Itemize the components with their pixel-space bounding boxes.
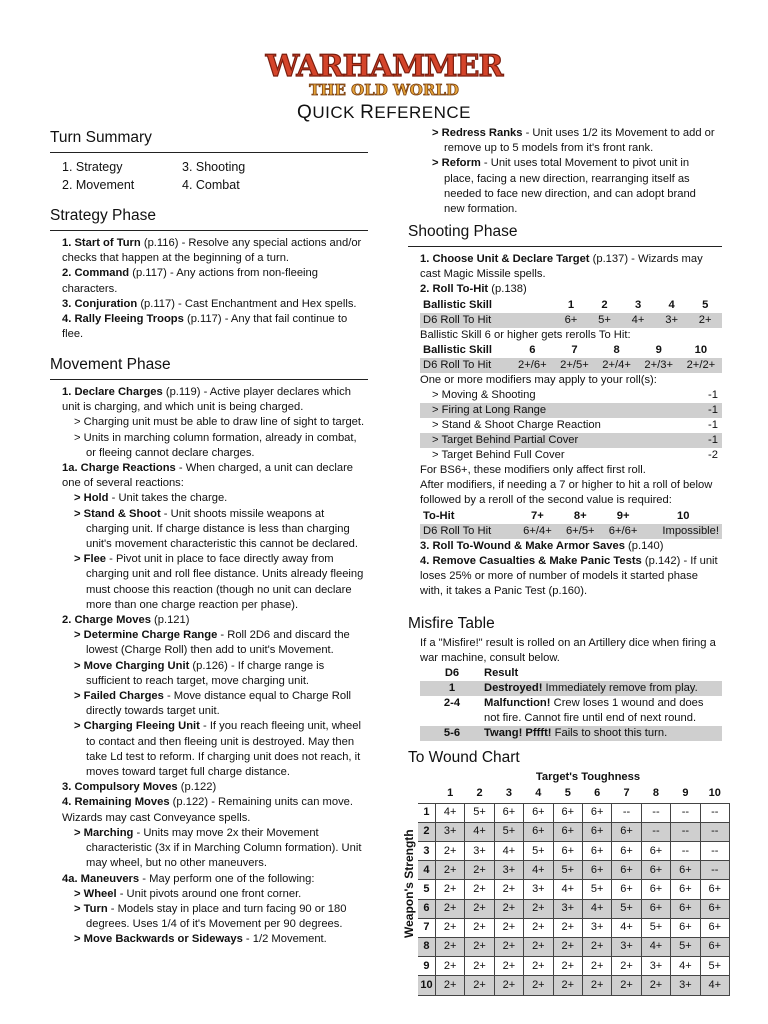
wound-cell: 6+ bbox=[612, 861, 641, 880]
toughness-header: 10 bbox=[700, 784, 729, 803]
wound-cell: 6+ bbox=[612, 822, 641, 841]
movement-substep: > Redress Ranks - Unit uses 1/2 its Movement to add or remove up to 5 models from it's front rank. bbox=[432, 127, 715, 155]
svg-text:WARHAMMER: WARHAMMER bbox=[265, 49, 503, 84]
wound-cell: 2+ bbox=[435, 899, 464, 918]
wound-cell: 2+ bbox=[582, 976, 611, 995]
strategy-heading: Strategy Phase bbox=[50, 206, 368, 231]
wound-cell: 2+ bbox=[465, 938, 494, 957]
wound-cell: 2+ bbox=[435, 880, 464, 899]
table-header-row bbox=[418, 784, 730, 803]
wound-cell: 5+ bbox=[671, 938, 700, 957]
wound-cell: 5+ bbox=[582, 880, 611, 899]
wound-cell: 6+ bbox=[524, 803, 553, 822]
table-row: > Target Behind Partial Cover -1 bbox=[420, 433, 722, 448]
turn-summary-list: 1. Strategy 3. Shooting 2. Movement 4. Combat bbox=[62, 160, 246, 192]
strength-header: 3 bbox=[418, 842, 435, 861]
wound-cell: 6+ bbox=[612, 880, 641, 899]
wound-cell: 2+ bbox=[435, 918, 464, 937]
wound-cell: 2+ bbox=[553, 918, 582, 937]
page-header bbox=[0, 48, 768, 124]
wound-cell: 6+ bbox=[553, 842, 582, 861]
table-row bbox=[418, 918, 730, 937]
wound-cell: 6+ bbox=[671, 899, 700, 918]
movement-step: 3. Compulsory Moves (p.122) bbox=[62, 781, 217, 794]
wound-cell: 2+ bbox=[494, 918, 523, 937]
wound-cell: 6+ bbox=[553, 803, 582, 822]
movement-substep: > Units in marching column formation, already in combat, or fleeing cannot declare charges. bbox=[74, 431, 357, 459]
wound-cell: 2+ bbox=[553, 938, 582, 957]
wound-cell: -- bbox=[671, 842, 700, 861]
table-row: D6 Roll To Hit 2+/6+ 2+/5+ 2+/4+ 2+/3+ 2+/2+ bbox=[420, 358, 722, 373]
wound-cell: -- bbox=[641, 803, 670, 822]
movement-step: 4a. Maneuvers - May perform one of the following: bbox=[62, 872, 315, 885]
movement-step: 4. Remaining Moves (p.122) - Remaining units can move. Wizards may cast Conveyance spells. bbox=[62, 796, 353, 824]
ballistic-table-1 bbox=[420, 298, 722, 328]
modifier-note: One or more modifiers may apply to your roll(s): bbox=[420, 373, 657, 386]
strategy-section bbox=[50, 206, 368, 342]
strength-header: 10 bbox=[418, 976, 435, 995]
ballistic-table-2 bbox=[420, 343, 722, 373]
wound-cell: 2+ bbox=[465, 918, 494, 937]
wound-cell: -- bbox=[671, 822, 700, 841]
wound-cell: 4+ bbox=[671, 957, 700, 976]
modifier-table bbox=[420, 388, 722, 463]
wound-cell: 2+ bbox=[612, 976, 641, 995]
wound-cell: 3+ bbox=[671, 976, 700, 995]
wound-cell: 2+ bbox=[641, 976, 670, 995]
wound-cell: 6+ bbox=[582, 822, 611, 841]
table-row bbox=[418, 899, 730, 918]
table-row bbox=[418, 938, 730, 957]
wound-cell: 4+ bbox=[641, 938, 670, 957]
wound-cell: 2+ bbox=[465, 976, 494, 995]
shooting-heading: Shooting Phase bbox=[408, 222, 722, 247]
misfire-intro: If a "Misfire!" result is rolled on an Artillery dice when firing a war machine, consult below. bbox=[420, 637, 716, 665]
movement-heading: Movement Phase bbox=[50, 355, 368, 380]
wound-cell: 6+ bbox=[641, 842, 670, 861]
wound-cell: 6+ bbox=[671, 861, 700, 880]
table-row: Ballistic Skill 6 7 8 9 10 bbox=[423, 343, 708, 356]
wound-heading: To Wound Chart bbox=[408, 749, 520, 766]
wound-cell: 2+ bbox=[524, 976, 553, 995]
shooting-step: 3. Roll To-Wound & Make Armor Saves (p.140) bbox=[420, 539, 664, 552]
toughness-label: Target's Toughness bbox=[535, 771, 641, 783]
table-row bbox=[418, 803, 730, 822]
wound-cell: 6+ bbox=[582, 861, 611, 880]
wound-cell: 5+ bbox=[641, 918, 670, 937]
toughness-header: 2 bbox=[465, 784, 494, 803]
wound-cell: 5+ bbox=[612, 899, 641, 918]
wound-cell: 3+ bbox=[641, 957, 670, 976]
shooting-section bbox=[408, 222, 722, 599]
wound-cell: 2+ bbox=[494, 880, 523, 899]
page-subtitle: QUICK REFERENCE bbox=[297, 102, 471, 124]
wound-cell: 6+ bbox=[700, 938, 729, 957]
turn-summary-heading: Turn Summary bbox=[50, 128, 368, 153]
wound-cell: 4+ bbox=[524, 861, 553, 880]
wound-cell: 6+ bbox=[612, 842, 641, 861]
toughness-header: 3 bbox=[494, 784, 523, 803]
wound-cell: 3+ bbox=[494, 861, 523, 880]
wound-cell: 6+ bbox=[641, 899, 670, 918]
toughness-header: 6 bbox=[582, 784, 611, 803]
wound-cell: 6+ bbox=[494, 803, 523, 822]
wound-cell: 2+ bbox=[435, 861, 464, 880]
wound-cell: 4+ bbox=[494, 842, 523, 861]
wound-section bbox=[408, 748, 728, 785]
wound-cell: 6+ bbox=[641, 861, 670, 880]
strength-header: 5 bbox=[418, 880, 435, 899]
wound-cell: 2+ bbox=[435, 938, 464, 957]
wound-cell: 2+ bbox=[553, 976, 582, 995]
wound-cell: 2+ bbox=[612, 957, 641, 976]
table-row bbox=[418, 842, 730, 861]
wound-cell: 2+ bbox=[582, 938, 611, 957]
wound-cell: -- bbox=[700, 822, 729, 841]
wound-cell: 2+ bbox=[524, 899, 553, 918]
table-row: > Stand & Shoot Charge Reaction -1 bbox=[432, 419, 718, 432]
wound-cell: 3+ bbox=[435, 822, 464, 841]
wound-cell: 5+ bbox=[700, 957, 729, 976]
wound-cell: 2+ bbox=[494, 976, 523, 995]
strategy-step: 1. Start of Turn (p.116) - Resolve any special actions and/or checks that happen at the beginning of a turn. bbox=[62, 237, 362, 265]
warhammer-logo bbox=[265, 48, 503, 100]
wound-cell: 6+ bbox=[700, 880, 729, 899]
movement-substep: > Move Backwards or Sideways - 1/2 Movement. bbox=[74, 933, 327, 946]
misfire-heading: Misfire Table bbox=[408, 615, 495, 632]
strength-header: 4 bbox=[418, 861, 435, 880]
corner-cell bbox=[418, 784, 435, 803]
wound-cell: 2+ bbox=[465, 899, 494, 918]
wound-cell: 4+ bbox=[700, 976, 729, 995]
table-row: D6 Roll To Hit 6+/4+ 6+/5+ 6+/6+ Impossible! bbox=[420, 524, 722, 539]
bs6-modifier-note: For BS6+, these modifiers only affect first roll. bbox=[420, 464, 646, 477]
table-row bbox=[418, 880, 730, 899]
table-row: > Target Behind Full Cover -2 bbox=[432, 449, 718, 462]
wound-cell: -- bbox=[700, 803, 729, 822]
movement-substep: > Failed Charges - Move distance equal to Charge Roll directly towards target unit. bbox=[74, 690, 352, 718]
table-row bbox=[418, 957, 730, 976]
after-modifiers-note: After modifiers, if needing a 7 or higher to hit a roll of below followed by a reroll of the second value is required: bbox=[420, 479, 713, 507]
table-row: D6 Roll To Hit 6+ 5+ 4+ 3+ 2+ bbox=[420, 313, 722, 328]
strength-label: Weapon's Strength bbox=[402, 829, 416, 938]
movement-substep: > Turn - Models stay in place and turn facing 90 or 180 degrees. Uses 1/4 of it's Movement per 90 degrees. bbox=[74, 902, 347, 931]
toughness-header: 5 bbox=[553, 784, 582, 803]
table-row: To-Hit 7+ 8+ 9+ 10 bbox=[423, 509, 690, 522]
wound-cell: 6+ bbox=[524, 822, 553, 841]
toughness-header: 7 bbox=[612, 784, 641, 803]
wound-cell: -- bbox=[700, 861, 729, 880]
wound-cell: 2+ bbox=[524, 957, 553, 976]
movement-substep: > Flee - Pivot unit in place to face directly away from charging unit and roll flee distance. Units already fleeing must choose this reaction (though no unit can declare more than one charge reaction per phase). bbox=[74, 553, 364, 611]
wound-cell: 6+ bbox=[582, 803, 611, 822]
wound-chart bbox=[418, 784, 730, 996]
wound-cell: 2+ bbox=[435, 842, 464, 861]
toughness-header: 9 bbox=[671, 784, 700, 803]
misfire-table bbox=[420, 666, 722, 741]
table-row bbox=[418, 861, 730, 880]
movement-step: 1a. Charge Reactions - When charged, a unit can declare one of several reactions: bbox=[62, 462, 354, 490]
toughness-header: 8 bbox=[641, 784, 670, 803]
movement-substep: > Charging unit must be able to draw line of sight to target. bbox=[74, 416, 365, 429]
svg-text:THE OLD WORLD: THE OLD WORLD bbox=[309, 81, 459, 99]
wound-cell: 2+ bbox=[494, 899, 523, 918]
wound-cell: 2+ bbox=[465, 861, 494, 880]
movement-step: 2. Charge Moves (p.121) bbox=[62, 614, 190, 627]
shooting-step: 2. Roll To-Hit (p.138) bbox=[420, 283, 527, 296]
movement-step: 1. Declare Charges (p.119) - Active player declares which unit is charging, and which unit is being charged. bbox=[62, 386, 351, 414]
movement-substep: > Determine Charge Range - Roll 2D6 and discard the lowest (Charge Roll) then add to unit's Movement. bbox=[74, 629, 350, 657]
wound-table bbox=[418, 784, 730, 996]
strength-header: 8 bbox=[418, 938, 435, 957]
wound-cell: 4+ bbox=[612, 918, 641, 937]
wound-cell: 3+ bbox=[612, 938, 641, 957]
wound-cell: 2+ bbox=[435, 957, 464, 976]
movement-substep: > Hold - Unit takes the charge. bbox=[74, 492, 228, 505]
table-row: Ballistic Skill 1 2 3 4 5 bbox=[423, 298, 709, 311]
wound-cell: 5+ bbox=[494, 822, 523, 841]
wound-cell: 2+ bbox=[494, 957, 523, 976]
wound-cell: 2+ bbox=[553, 957, 582, 976]
turn-summary-section bbox=[50, 128, 368, 194]
tohit-table bbox=[420, 509, 722, 539]
table-row: D6 Result bbox=[444, 667, 519, 680]
wound-cell: 2+ bbox=[524, 918, 553, 937]
movement-substep: > Marching - Units may move 2x their Movement characteristic (3x if in Marching Column formation). Unit may wheel, but no other maneuvers. bbox=[74, 826, 362, 870]
wound-cell: 6+ bbox=[641, 880, 670, 899]
wound-cell: 6+ bbox=[700, 918, 729, 937]
wound-cell: -- bbox=[641, 822, 670, 841]
wound-cell: 2+ bbox=[582, 957, 611, 976]
wound-cell: -- bbox=[612, 803, 641, 822]
movement-section bbox=[50, 355, 368, 948]
movement-substep: > Wheel - Unit pivots around one front corner. bbox=[74, 887, 302, 900]
wound-cell: 3+ bbox=[465, 842, 494, 861]
wound-cell: 3+ bbox=[582, 918, 611, 937]
strategy-step: 2. Command (p.117) - Any actions from non-fleeing characters. bbox=[62, 267, 318, 295]
strength-header: 1 bbox=[418, 803, 435, 822]
strength-header: 2 bbox=[418, 822, 435, 841]
wound-cell: 6+ bbox=[700, 899, 729, 918]
strategy-step: 4. Rally Fleeing Troops (p.117) - Any that fail continue to flee. bbox=[62, 313, 348, 341]
table-row: 2-4 Malfunction! Crew loses 1 wound and does not fire. Cannot fire until end of next round. bbox=[443, 697, 704, 725]
wound-cell: 3+ bbox=[524, 880, 553, 899]
wound-cell: 4+ bbox=[435, 803, 464, 822]
wound-cell: 2+ bbox=[465, 880, 494, 899]
wound-cell: 2+ bbox=[524, 938, 553, 957]
movement-substep: > Reform - Unit uses total Movement to pivot unit in place, facing a new direction, rearranging itself as needed to face new direction, and can adopt brand new formation. bbox=[432, 157, 696, 216]
wound-cell: 4+ bbox=[582, 899, 611, 918]
wound-cell: 4+ bbox=[553, 880, 582, 899]
table-row bbox=[418, 976, 730, 995]
strength-header: 7 bbox=[418, 918, 435, 937]
table-row: > Firing at Long Range -1 bbox=[420, 403, 722, 418]
shooting-step: 4. Remove Casualties & Make Panic Tests (p.142) - If unit loses 25% or more of number of models it started phase with, it takes a Panic Test (p.160). bbox=[420, 554, 718, 598]
movement-substep: > Stand & Shoot - Unit shoots missile weapons at charging unit. If charge distance is less than charging unit's movement characteristic this cannot be declared. bbox=[74, 507, 359, 551]
wound-cell: 2+ bbox=[494, 938, 523, 957]
toughness-header: 1 bbox=[435, 784, 464, 803]
wound-cell: 2+ bbox=[435, 976, 464, 995]
wound-cell: -- bbox=[700, 842, 729, 861]
wound-cell: 6+ bbox=[671, 918, 700, 937]
wound-cell: 5+ bbox=[524, 842, 553, 861]
table-row: 5-6 Twang! Pffft! Fails to shoot this turn. bbox=[420, 726, 722, 741]
strategy-step: 3. Conjuration (p.117) - Cast Enchantment and Hex spells. bbox=[62, 297, 357, 310]
wound-cell: 6+ bbox=[671, 880, 700, 899]
wound-cell: 5+ bbox=[553, 861, 582, 880]
wound-cell: 4+ bbox=[465, 822, 494, 841]
shooting-step: 1. Choose Unit & Declare Target (p.137) - Wizards may cast Magic Missile spells. bbox=[420, 253, 703, 281]
wound-cell: 6+ bbox=[582, 842, 611, 861]
wound-cell: 3+ bbox=[553, 899, 582, 918]
strength-header: 9 bbox=[418, 957, 435, 976]
wound-cell: -- bbox=[671, 803, 700, 822]
bs6-note: Ballistic Skill 6 or higher gets rerolls To Hit: bbox=[420, 328, 631, 341]
movement-continued bbox=[418, 126, 718, 217]
misfire-section bbox=[408, 614, 722, 741]
movement-substep: > Charging Fleeing Unit - If you reach fleeing unit, wheel to contact and then fleeing unit is destroyed. May then take Ld test to reform. If charging unit does not reach, it moves toward target full charge distance. bbox=[74, 720, 361, 779]
wound-cell: 5+ bbox=[465, 803, 494, 822]
movement-substep: > Move Charging Unit (p.126) - If charge range is sufficient to reach target, move charging unit. bbox=[74, 659, 325, 687]
wound-cell: 2+ bbox=[465, 957, 494, 976]
table-row: > Moving & Shooting -1 bbox=[432, 389, 718, 402]
wound-cell: 6+ bbox=[553, 822, 582, 841]
table-row: 1 Destroyed! Immediately remove from play. bbox=[420, 681, 722, 696]
toughness-header: 4 bbox=[524, 784, 553, 803]
table-row bbox=[418, 822, 730, 841]
strength-header: 6 bbox=[418, 899, 435, 918]
